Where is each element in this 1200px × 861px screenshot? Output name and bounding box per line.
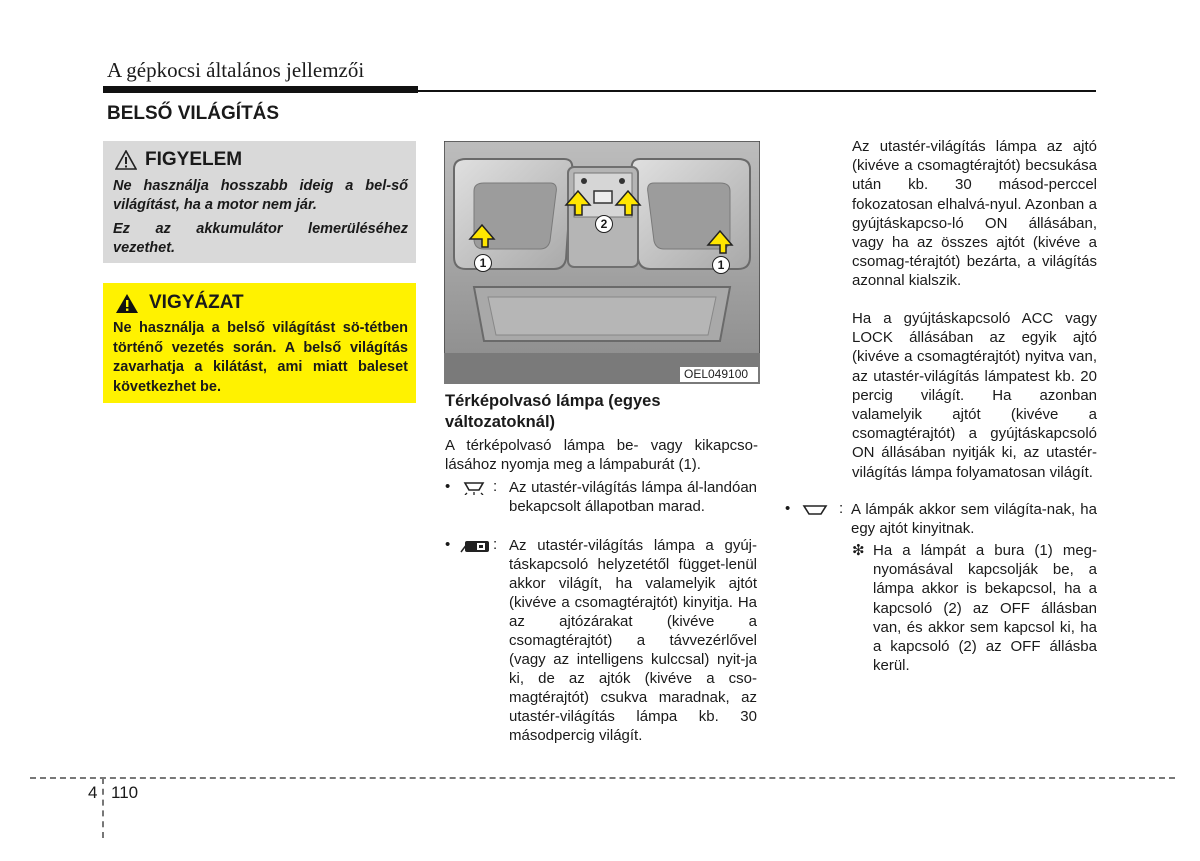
bullet-colon: : [493,536,498,553]
lamp-off-icon [799,500,839,538]
running-header: A gépkocsi általános jellemzői [107,58,365,82]
bullet-text: Az utastér-világítás lámpa ál-landóan bekapcsolt állapotban marad. [509,479,757,515]
footer-vertical-dashed-rule [102,778,104,838]
warning-text-1: Ne használja hosszabb ideig a bel-ső világítást, ha a motor nem jár. [113,178,408,213]
lamp-off-bullet [785,500,1097,538]
bullet-colon: : [839,500,844,517]
chapter-number: 4 [88,783,98,802]
bullet-colon: : [493,478,498,495]
warning-label: FIGYELEM [145,149,243,170]
caution-triangle-icon [115,293,139,314]
caution-text: Ne használja a belső világítást sö-tétben történő vezetés során. A belső világítás zavarhatja a kilátást, ami miatt baleset következhet be. [113,320,408,395]
callout-1-right: 1 [712,256,730,274]
bullet-dot: • [445,536,451,553]
page-number: 110 [111,783,139,802]
warning-triangle-icon [115,150,137,170]
caution-box [103,283,416,403]
bullet-dot: • [785,500,791,517]
footer-dashed-rule [30,777,1175,779]
map-lamp-heading: Térképolvasó lámpa (egyes változatoknál) [445,392,661,431]
warning-heading [115,149,242,171]
warning-text-2: Ez az akkumulátor lemerüléséhez vezethet. [113,221,408,256]
callout-2: 2 [595,215,613,233]
figure-code: OEL049100 [684,367,749,381]
warning-box [103,141,416,263]
note-symbol: ❇ [852,542,865,559]
bullet-dot: • [445,478,451,495]
caution-heading [115,292,244,314]
door-lamp-icon [459,478,493,516]
bullet-text: A lámpák akkor sem világíta-nak, ha egy ajtót kinyitnak. [851,501,1097,537]
note-text: Ha a lámpát a bura (1) meg-nyomásával kapcsolják be, a lámpa akkor is bekapcsol, ha a kapcsoló (2) az OFF állásban van, és akkor sem kapcsol ki, ha a kapcsoló (2) az OFF állásba kerül. [873,542,1097,675]
door-switch-icon [459,536,493,745]
overhead-console-illustration [444,141,760,384]
col3-paragraph-2: Ha a gyújtáskapcsoló ACC vagy LOCK állásában az egyik ajtó (kivéve a csomagtérajtót) nyitva van, az utastér-világítás lámpatest kb. 20 percig világít. Ha azonban valamelyik ajtót (kivéve a csomagtérajtót) a gyújtáskapcsoló ON állásában nyitják ki, az utastér-világítás lámpa folyamatosan világít. [852,310,1097,481]
map-lamp-bullet-2 [445,536,758,745]
note-block [852,541,1097,675]
bullet-text: Az utastér-világítás lámpa a gyúj-táskapcsoló helyzetétől függet-lenül akkor világít, ha valamelyik ajtót (kivéve a csomagtérajtót) kinyitja. Ha az ajtózárakat (kivéve a csomagtérajtót) a távvezérlővel (vagy az intelligens kulccsal) nyit-ja ki, de az ajtók (kivéve a cso-magtérajtót) csukva maradnak, az utastér-világítás lámpa kb. 30 másodpercig világít. [509,537,757,744]
caution-label: VIGYÁZAT [149,292,244,313]
section-title: BELSŐ VILÁGÍTÁS [107,103,280,124]
callout-1-left: 1 [474,254,492,272]
map-lamp-bullet-1 [445,478,758,516]
map-lamp-intro: A térképolvasó lámpa be- vagy kikapcso-lásához nyomja meg a lámpaburát (1). [445,437,758,473]
header-rule-thin [418,90,1096,92]
col3-paragraph-1: Az utastér-világítás lámpa az ajtó (kivéve a csomagtérajtót) becsukása után kb. 30 másod-perccel fokozatosan elhalvá-nyul. Azonban a gyújtáskapcso-ló ON állásában, vagy ha az összes ajtót (kivéve a csomag-térajtót) bezárta, a világítás azonnal kialszik. [852,138,1097,290]
header-rule-thick [103,86,418,93]
